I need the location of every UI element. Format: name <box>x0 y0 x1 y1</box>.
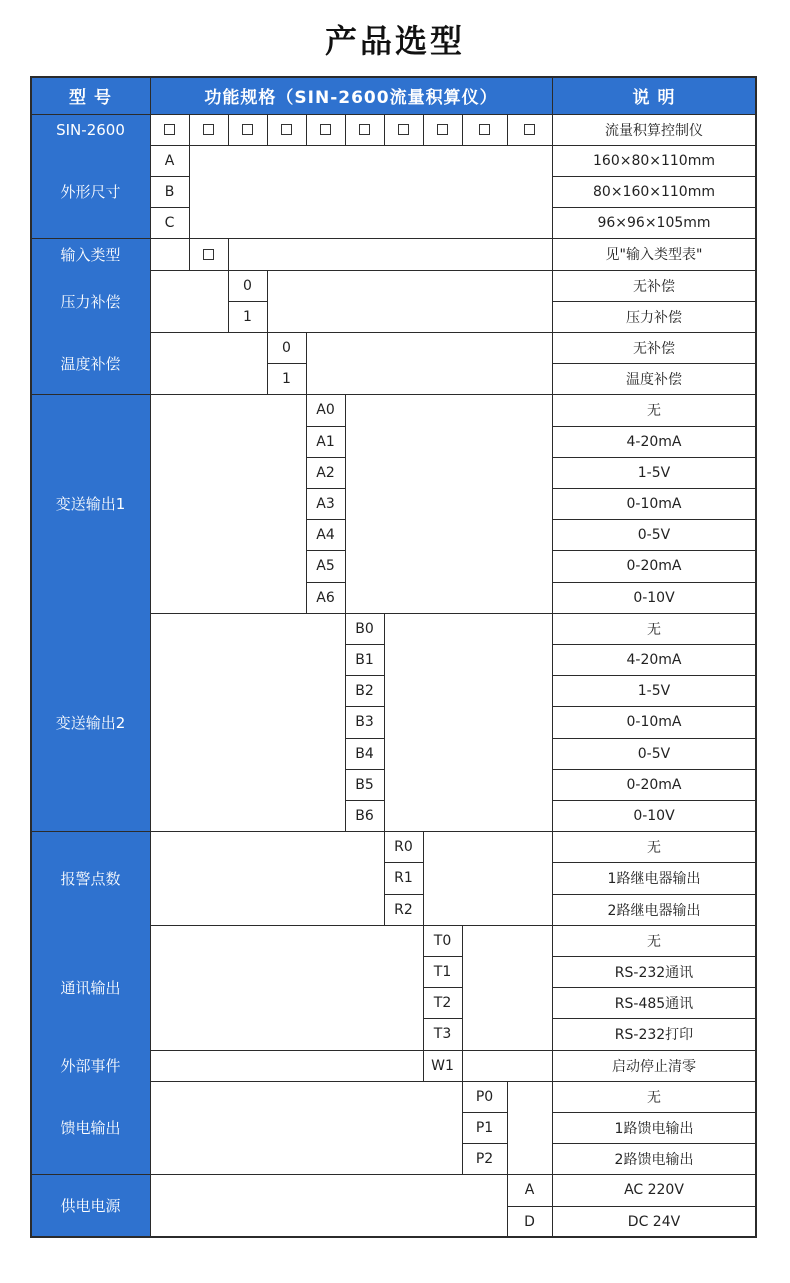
grid-line <box>150 1081 151 1175</box>
header-description: 说 明 <box>552 77 756 114</box>
option-description: 压力补偿 <box>626 309 682 326</box>
grid-line <box>552 925 553 1050</box>
option-description: 4-20mA <box>626 651 682 668</box>
grid-line <box>306 457 345 458</box>
group-label: 通讯输出 <box>31 925 150 1050</box>
grid-line <box>552 1175 553 1237</box>
header-model: 型 号 <box>31 77 150 114</box>
grid-line <box>552 1050 553 1081</box>
model-code-cell <box>384 114 423 145</box>
option-code: R0 <box>394 839 413 856</box>
grid-line <box>423 832 424 926</box>
grid-line <box>423 987 462 988</box>
grid-line <box>150 77 151 145</box>
grid-line <box>552 426 756 427</box>
grid-line <box>345 613 346 831</box>
grid-line <box>552 800 756 801</box>
option-code <box>189 239 228 270</box>
grid-line <box>189 239 190 270</box>
option-description: 1路馈电输出 <box>614 1120 694 1137</box>
option-checkbox[interactable] <box>524 124 535 135</box>
grid-line <box>552 395 553 613</box>
option-description: AC 220V <box>624 1182 684 1199</box>
option-description: 2路继电器输出 <box>607 902 701 919</box>
option-description: 无补偿 <box>633 340 675 357</box>
option-checkbox[interactable] <box>398 124 409 135</box>
option-description: DC 24V <box>627 1213 681 1230</box>
grid-line <box>462 114 463 145</box>
option-description: 0-20mA <box>626 558 682 575</box>
option-code: T3 <box>433 1026 452 1043</box>
page-title: 产品选型 <box>324 22 465 60</box>
grid-line <box>552 176 756 177</box>
grid-line <box>345 675 384 676</box>
option-code: R2 <box>394 901 413 918</box>
option-code: T2 <box>433 995 452 1012</box>
option-code: A5 <box>316 558 335 575</box>
grid-line <box>228 114 229 145</box>
grid-line <box>267 363 306 364</box>
grid-line <box>150 832 151 926</box>
option-description: 1-5V <box>637 464 671 481</box>
grid-line <box>552 956 756 957</box>
grid-line <box>345 738 384 739</box>
option-description: 温度补偿 <box>626 372 682 389</box>
grid-line <box>552 738 756 739</box>
option-code: P0 <box>475 1088 494 1105</box>
grid-line <box>345 769 384 770</box>
grid-line <box>552 457 756 458</box>
grid-line <box>552 1206 756 1207</box>
grid-line <box>552 332 553 394</box>
grid-line <box>462 1143 507 1144</box>
grid-line <box>462 925 463 1050</box>
group-label: 供电电源 <box>31 1175 150 1237</box>
grid-line <box>552 987 756 988</box>
grid-line <box>150 332 151 394</box>
group-label: 输入类型 <box>31 239 150 270</box>
option-code: P2 <box>475 1151 494 1168</box>
grid-line <box>552 644 756 645</box>
grid-line <box>552 1018 756 1019</box>
table-border <box>30 1236 757 1238</box>
grid-line <box>150 395 151 613</box>
grid-line <box>384 832 385 926</box>
grid-line <box>267 270 268 332</box>
option-code: A1 <box>316 433 335 450</box>
option-checkbox[interactable] <box>437 124 448 135</box>
option-checkbox[interactable] <box>359 124 370 135</box>
option-description: 0-10mA <box>626 714 682 731</box>
group-label: 报警点数 <box>31 832 150 926</box>
option-code: A2 <box>316 464 335 481</box>
header-spec: 功能规格（SIN-2600流量积算仪） <box>150 77 552 114</box>
grid-line <box>462 1081 463 1175</box>
group-label: 变送输出1 <box>31 395 150 613</box>
grid-line <box>552 301 756 302</box>
model-code-cell <box>267 114 306 145</box>
option-code: B0 <box>355 620 374 637</box>
grid-line <box>306 488 345 489</box>
option-code: A <box>524 1182 535 1199</box>
grid-line <box>384 114 385 145</box>
model-code-cell <box>150 114 189 145</box>
grid-line <box>552 363 756 364</box>
option-description: 2路馈电输出 <box>614 1152 694 1169</box>
model-code-cell <box>189 114 228 145</box>
option-description: 160×80×110mm <box>593 152 715 169</box>
option-code: D <box>524 1213 535 1230</box>
model-code-cell <box>462 114 507 145</box>
option-description: 无 <box>647 621 661 638</box>
group-label: 外形尺寸 <box>31 145 150 239</box>
grid-line <box>552 145 553 239</box>
option-code: P1 <box>475 1119 494 1136</box>
grid-line <box>306 550 345 551</box>
grid-line <box>267 114 268 145</box>
grid-line <box>306 426 345 427</box>
option-description: 0-10V <box>633 589 675 606</box>
grid-line <box>150 270 151 332</box>
option-code: 0 <box>282 339 291 356</box>
grid-line <box>150 925 151 1050</box>
group-label: 变送输出2 <box>31 613 150 831</box>
option-checkbox[interactable] <box>479 124 490 135</box>
option-description: 无 <box>647 933 661 950</box>
option-description: 0-5V <box>637 527 671 544</box>
grid-line <box>384 894 423 895</box>
grid-line <box>552 582 756 583</box>
grid-line <box>189 145 190 239</box>
option-checkbox[interactable] <box>281 124 292 135</box>
option-code: A4 <box>316 527 335 544</box>
option-description: RS-232打印 <box>614 1027 694 1044</box>
grid-line <box>306 332 307 394</box>
option-code: B2 <box>355 683 374 700</box>
option-code: 1 <box>282 371 291 388</box>
grid-line <box>306 395 307 613</box>
option-description: 1路继电器输出 <box>607 871 701 888</box>
grid-line <box>462 1050 463 1081</box>
grid-line <box>552 550 756 551</box>
option-checkbox[interactable] <box>203 249 214 260</box>
grid-line <box>306 582 345 583</box>
grid-line <box>507 114 508 145</box>
option-code: R1 <box>394 870 413 887</box>
option-description: 96×96×105mm <box>597 215 711 232</box>
option-description: 无 <box>647 1089 661 1106</box>
option-checkbox[interactable] <box>242 124 253 135</box>
grid-line <box>552 207 756 208</box>
grid-line <box>150 207 189 208</box>
grid-line <box>150 239 151 270</box>
grid-line <box>345 644 384 645</box>
grid-line <box>189 114 190 145</box>
grid-line <box>423 1018 462 1019</box>
option-code: 1 <box>243 308 252 325</box>
table-border <box>30 77 32 1237</box>
group-label: 压力补偿 <box>31 270 150 332</box>
grid-line <box>345 800 384 801</box>
grid-line <box>306 519 345 520</box>
grid-line <box>150 1175 151 1237</box>
grid-line <box>345 395 346 613</box>
option-description: 80×160×110mm <box>593 183 715 200</box>
grid-line <box>552 675 756 676</box>
grid-line <box>228 270 229 332</box>
model-label: SIN-2600 <box>31 114 150 145</box>
grid-line <box>552 1143 756 1144</box>
model-code-cell <box>306 114 345 145</box>
group-label: 温度补偿 <box>31 332 150 394</box>
grid-line <box>552 613 553 831</box>
group-label: 馈电输出 <box>31 1081 150 1175</box>
option-code: B3 <box>355 714 374 731</box>
model-description: 流量积算控制仪 <box>605 122 703 139</box>
grid-line <box>306 114 307 145</box>
model-code-cell <box>507 114 552 145</box>
group-label: 外部事件 <box>31 1050 150 1081</box>
option-code: B6 <box>355 807 374 824</box>
model-code-cell <box>228 114 267 145</box>
grid-line <box>150 145 151 239</box>
grid-line <box>552 894 756 895</box>
option-code: A0 <box>316 402 335 419</box>
option-description: 0-10mA <box>626 495 682 512</box>
grid-line <box>552 706 756 707</box>
option-code: T1 <box>433 963 452 980</box>
grid-line <box>552 270 553 332</box>
grid-line <box>423 1050 424 1081</box>
option-description: 0-10V <box>633 807 675 824</box>
option-description: 无 <box>647 840 661 857</box>
option-code: C <box>164 215 175 232</box>
option-code: W1 <box>431 1057 454 1074</box>
option-description: 无补偿 <box>633 278 675 295</box>
grid-line <box>345 114 346 145</box>
option-description: 1-5V <box>637 683 671 700</box>
option-checkbox[interactable] <box>203 124 214 135</box>
option-description: 启动停止清零 <box>612 1058 696 1075</box>
option-description: RS-485通讯 <box>614 996 694 1013</box>
option-description: 无 <box>647 403 661 420</box>
option-code: T0 <box>433 932 452 949</box>
grid-line <box>552 769 756 770</box>
option-code: 0 <box>243 277 252 294</box>
option-code: B4 <box>355 745 374 762</box>
grid-line <box>267 332 268 394</box>
grid-line <box>345 706 384 707</box>
option-code: A <box>164 152 175 169</box>
grid-line <box>552 519 756 520</box>
grid-line <box>423 956 462 957</box>
grid-line <box>384 613 385 831</box>
grid-line <box>384 862 423 863</box>
grid-line <box>507 1081 508 1175</box>
grid-line <box>552 239 553 270</box>
grid-line <box>423 925 424 1050</box>
option-checkbox[interactable] <box>320 124 331 135</box>
option-code: B1 <box>355 651 374 668</box>
option-description: 见"输入类型表" <box>605 247 703 264</box>
option-description: 4-20mA <box>626 433 682 450</box>
option-checkbox[interactable] <box>164 124 175 135</box>
table-border <box>755 77 757 1237</box>
option-code: A6 <box>316 589 335 606</box>
model-code-cell <box>345 114 384 145</box>
model-code-cell <box>423 114 462 145</box>
option-code: B <box>164 183 175 200</box>
option-description: 0-20mA <box>626 776 682 793</box>
grid-line <box>552 832 553 926</box>
grid-line <box>552 862 756 863</box>
grid-line <box>552 488 756 489</box>
grid-line <box>507 1175 508 1237</box>
grid-line <box>228 301 267 302</box>
grid-line <box>31 114 756 115</box>
grid-line <box>423 114 424 145</box>
grid-line <box>552 1081 553 1175</box>
grid-line <box>552 1112 756 1113</box>
table-border <box>30 76 757 78</box>
option-description: 0-5V <box>637 745 671 762</box>
grid-line <box>150 613 151 831</box>
option-code: B5 <box>355 776 374 793</box>
option-description: RS-232通讯 <box>614 964 694 981</box>
grid-line <box>462 1112 507 1113</box>
grid-line <box>228 239 229 270</box>
grid-line <box>507 1206 552 1207</box>
option-code: A3 <box>316 495 335 512</box>
grid-line <box>150 1050 151 1081</box>
grid-line <box>150 176 189 177</box>
grid-line <box>552 77 553 145</box>
